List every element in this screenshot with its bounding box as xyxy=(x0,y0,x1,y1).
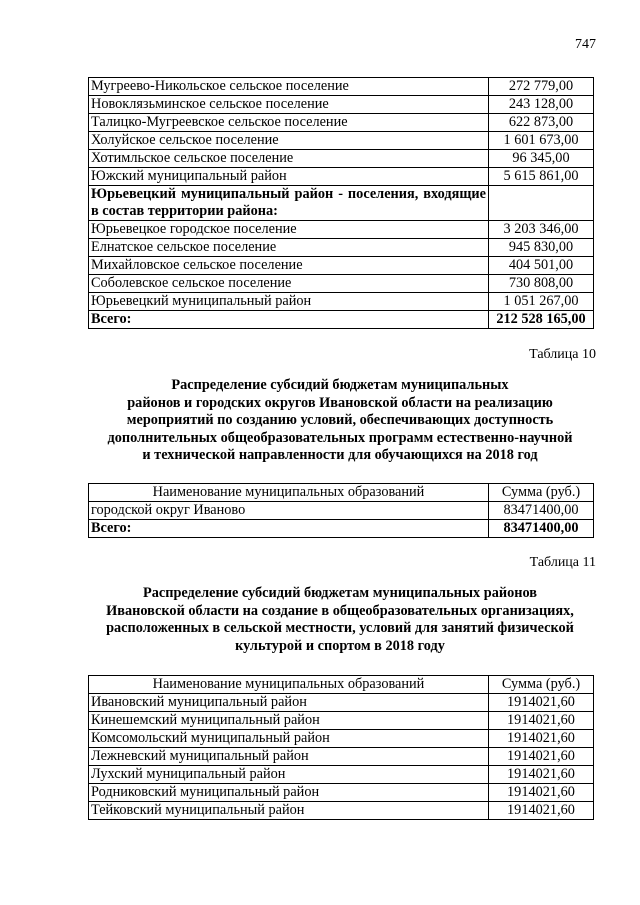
table-11-heading xyxy=(90,585,590,655)
table-row xyxy=(89,239,594,257)
municipality-name: Кинешемский муниципальный район xyxy=(89,712,489,730)
amount: 404 501,00 xyxy=(489,257,594,275)
allocation-table-body xyxy=(89,78,594,329)
amount: 83471400,00 xyxy=(489,502,594,520)
table-row xyxy=(89,293,594,311)
table-row xyxy=(89,712,594,730)
table-row xyxy=(89,502,594,520)
table-row xyxy=(89,784,594,802)
table-row xyxy=(89,96,594,114)
table-row xyxy=(89,275,594,293)
table-row xyxy=(89,766,594,784)
amount: 5 615 861,00 xyxy=(489,168,594,186)
amount: 243 128,00 xyxy=(489,96,594,114)
heading-line: Распределение субсидий бюджетам муниципальных районов xyxy=(142,585,537,601)
table-row xyxy=(89,150,594,168)
municipality-name: Холуйское сельское поселение xyxy=(89,132,489,150)
amount: 1914021,60 xyxy=(489,784,594,802)
table-row-group-header xyxy=(89,186,594,221)
heading-line: мероприятий по созданию условий, обеспечивающих доступность xyxy=(126,412,554,428)
table-row xyxy=(89,748,594,766)
heading-line: дополнительных общеобразовательных программ естественно-научной xyxy=(107,429,573,446)
municipality-name: Соболевское сельское поселение xyxy=(89,275,489,293)
table-10-caption: Таблица 10 xyxy=(529,347,596,362)
amount: 1914021,60 xyxy=(489,712,594,730)
amount: 622 873,00 xyxy=(489,114,594,132)
heading-line: культурой и спортом в 2018 году xyxy=(235,637,445,654)
amount: 272 779,00 xyxy=(489,78,594,96)
municipality-name: Лухский муниципальный район xyxy=(89,766,489,784)
municipality-name: Лежневский муниципальный район xyxy=(89,748,489,766)
heading-line: районов и городских округов Ивановской области на реализацию xyxy=(127,394,553,411)
table-10-body xyxy=(89,484,594,538)
municipality-name: Южский муниципальный район xyxy=(89,168,489,186)
municipality-name: Хотимльское сельское поселение xyxy=(89,150,489,168)
page-number: 747 xyxy=(575,37,596,52)
total-label: Всего: xyxy=(89,520,489,538)
table-row xyxy=(89,730,594,748)
heading-line: Ивановской области на создание в общеобразовательных организациях, xyxy=(106,602,574,619)
table-row xyxy=(89,78,594,96)
municipality-name: городской округ Иваново xyxy=(89,502,489,520)
table-row xyxy=(89,257,594,275)
table-11-body xyxy=(89,676,594,820)
table-row xyxy=(89,221,594,239)
heading-line: Распределение субсидий бюджетам муниципальных xyxy=(171,377,509,393)
amount: 1 601 673,00 xyxy=(489,132,594,150)
municipality-name: Мугреево-Никольское сельское поселение xyxy=(89,78,489,96)
municipality-name: Ивановский муниципальный район xyxy=(89,694,489,712)
table-10-heading xyxy=(90,377,590,465)
total-label: Всего: xyxy=(89,311,489,329)
table-row xyxy=(89,114,594,132)
municipality-name: Комсомольский муниципальный район xyxy=(89,730,489,748)
municipality-name: Юрьевецкое городское поселение xyxy=(89,221,489,239)
municipality-name: Родниковский муниципальный район xyxy=(89,784,489,802)
heading-line: расположенных в сельской местности, условий для занятий физической xyxy=(106,620,574,636)
group-header-name: Юрьевецкий муниципальный район - поселения, входящие в состав территории района: xyxy=(89,186,489,221)
table-header-row xyxy=(89,676,594,694)
amount: 3 203 346,00 xyxy=(489,221,594,239)
total-amount: 83471400,00 xyxy=(489,520,594,538)
table-11 xyxy=(88,675,594,820)
heading-line: и технической направленности для обучающихся на 2018 год xyxy=(142,447,538,463)
municipality-name: Тейковский муниципальный район xyxy=(89,802,489,820)
municipality-name: Михайловское сельское поселение xyxy=(89,257,489,275)
table-total-row xyxy=(89,520,594,538)
amount: 1914021,60 xyxy=(489,802,594,820)
municipality-name: Юрьевецкий муниципальный район xyxy=(89,293,489,311)
amount: 1914021,60 xyxy=(489,766,594,784)
amount: 945 830,00 xyxy=(489,239,594,257)
amount: 730 808,00 xyxy=(489,275,594,293)
total-amount: 212 528 165,00 xyxy=(489,311,594,329)
municipality-name: Талицко-Мугреевское сельское поселение xyxy=(89,114,489,132)
table-header-row xyxy=(89,484,594,502)
table-total-row xyxy=(89,311,594,329)
column-header-name: Наименование муниципальных образований xyxy=(89,484,489,502)
table-row xyxy=(89,168,594,186)
municipality-name: Елнатское сельское поселение xyxy=(89,239,489,257)
column-header-sum: Сумма (руб.) xyxy=(489,676,594,694)
table-10 xyxy=(88,483,594,538)
amount: 1 051 267,00 xyxy=(489,293,594,311)
amount: 96 345,00 xyxy=(489,150,594,168)
municipality-name: Новоклязьминское сельское поселение xyxy=(89,96,489,114)
table-11-caption: Таблица 11 xyxy=(529,555,596,570)
table-row xyxy=(89,802,594,820)
allocation-table-continued xyxy=(88,77,594,329)
column-header-sum: Сумма (руб.) xyxy=(489,484,594,502)
amount: 1914021,60 xyxy=(489,730,594,748)
amount: 1914021,60 xyxy=(489,694,594,712)
amount: 1914021,60 xyxy=(489,748,594,766)
table-row xyxy=(89,694,594,712)
column-header-name: Наименование муниципальных образований xyxy=(89,676,489,694)
table-row xyxy=(89,132,594,150)
amount xyxy=(489,186,594,221)
